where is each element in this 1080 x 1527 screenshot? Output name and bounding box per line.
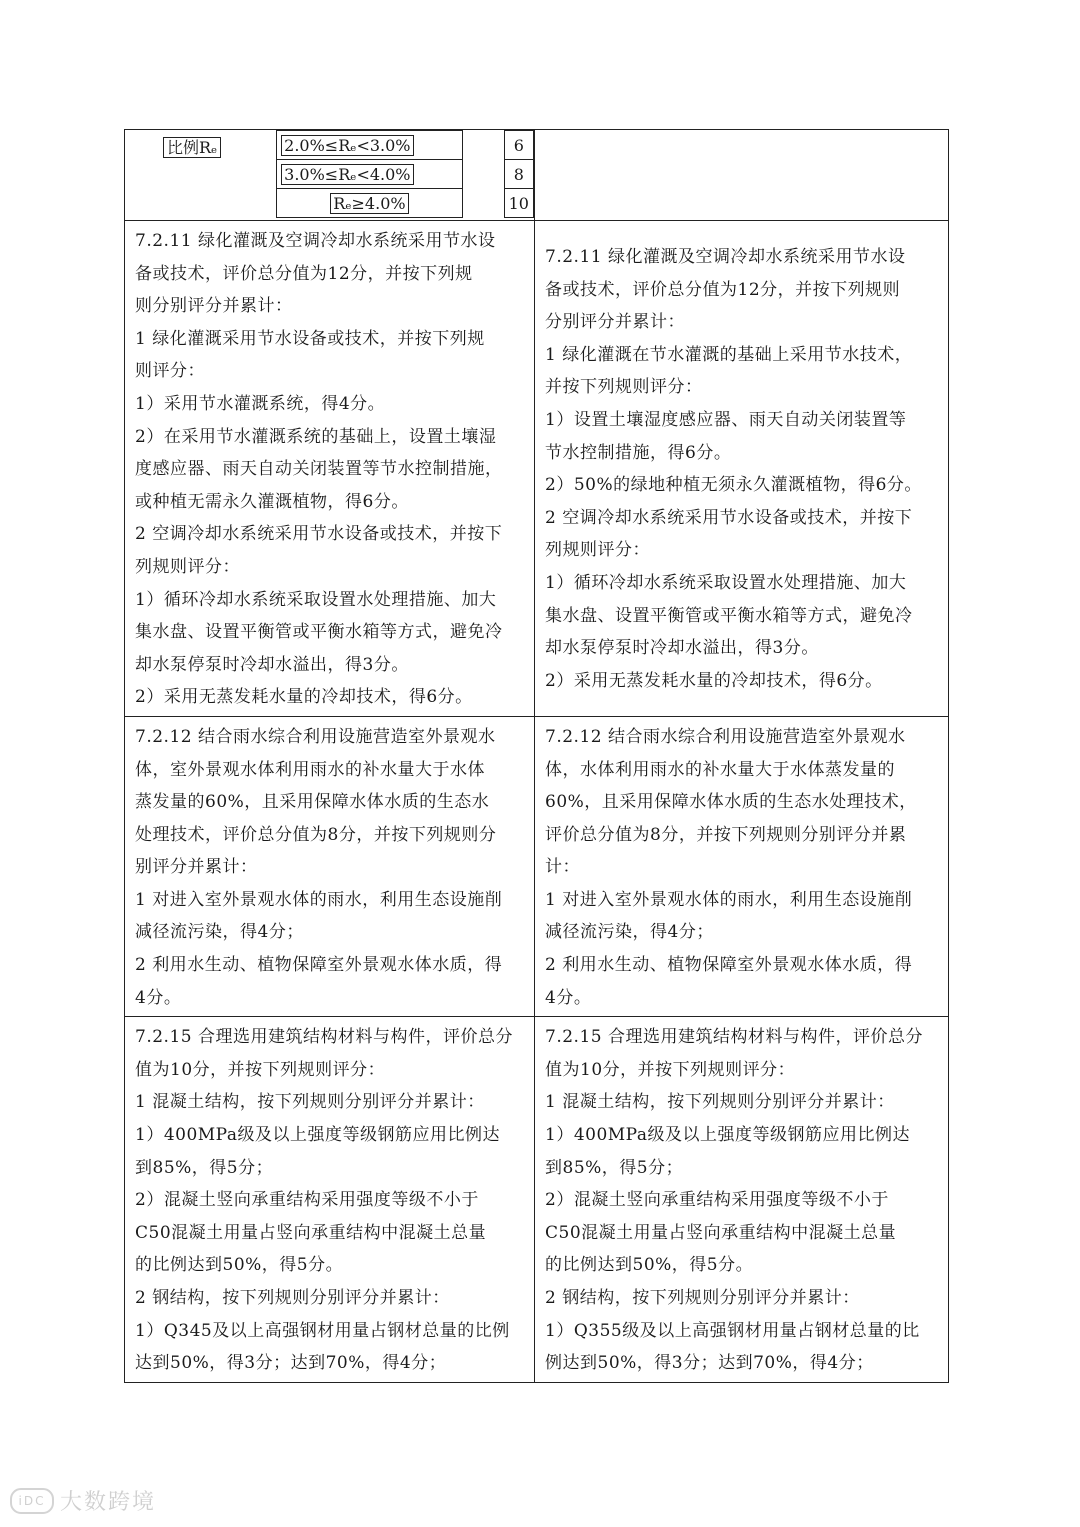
text-line: 度感应器、雨天自动关闭装置等节水控制措施，	[135, 459, 503, 480]
text-line: 的比例达到50%，得5分。	[545, 1255, 754, 1276]
text-line: 2）采用无蒸发耗水量的冷却技术，得6分。	[545, 670, 883, 691]
text-line: 1 对进入室外景观水体的雨水，利用生态设施削	[135, 889, 503, 910]
ratio-label: 比例Rₑ	[135, 131, 277, 218]
clause-7-2-12-new	[535, 716, 949, 1016]
text-line: 4分。	[135, 987, 182, 1008]
text-line: 7.2.12 结合雨水综合利用设施营造室外景观水	[135, 726, 496, 747]
text-line: 列规则评分：	[545, 540, 650, 561]
text-line: 1 混凝土结构，按下列规则分别评分并累计：	[135, 1092, 485, 1113]
text-line: C50混凝土用量占竖向承重结构中混凝土总量	[135, 1222, 487, 1243]
text-line: 例达到50%，得3分；达到70%，得4分；	[545, 1353, 874, 1374]
text-line: 60%，且采用保障水体水质的生态水处理技术，	[545, 792, 917, 813]
text-line: 1）循环冷却水系统采取设置水处理措施、加大	[135, 589, 497, 610]
text-line: 却水泵停泵时冷却水溢出，得3分。	[135, 654, 409, 675]
ratio-points: 10	[504, 189, 533, 218]
ratio-cell-left	[125, 130, 535, 221]
text-line: 备或技术，评价总分值为12分，并按下列规	[135, 263, 473, 284]
text-line: 到85%，得5分；	[545, 1157, 684, 1178]
text-line: 却水泵停泵时冷却水溢出，得3分。	[545, 638, 819, 659]
text-line: 达到50%，得3分；达到70%，得4分；	[135, 1353, 447, 1374]
text-line: 值为10分，并按下列规则评分：	[545, 1059, 796, 1080]
text-line: 减径流污染，得4分；	[545, 922, 714, 943]
text-line: 评价总分值为8分，并按下列规则分别评分并累	[545, 824, 907, 845]
clause-7-2-15-old	[125, 1017, 535, 1383]
text-line: 1）设置土壤湿度感应器、雨天自动关闭装置等	[545, 409, 907, 430]
clause-7-2-11-old	[125, 221, 535, 717]
text-line: 2）50%的绿地种植无须永久灌溉植物，得6分。	[545, 475, 922, 496]
watermark-text: 大数跨境	[60, 1490, 157, 1515]
comparison-table	[124, 129, 949, 1383]
clause-7-2-15-new	[535, 1017, 949, 1383]
text-line: C50混凝土用量占竖向承重结构中混凝土总量	[545, 1222, 897, 1243]
clause-row-7-2-12	[125, 716, 949, 1016]
text-line: 列规则评分：	[135, 556, 240, 577]
text-line: 7.2.12 结合雨水综合利用设施营造室外景观水	[545, 726, 906, 747]
text-line: 1）采用节水灌溉系统，得4分。	[135, 393, 386, 414]
watermark-logo: iDC	[10, 1488, 54, 1514]
text-line: 2 钢结构，按下列规则分别评分并累计：	[135, 1288, 450, 1308]
ratio-row	[125, 130, 949, 221]
ratio-points: 8	[504, 160, 533, 189]
text-line: 1 绿化灌溉在节水灌溉的基础上采用节水技术，	[545, 344, 913, 365]
text-line: 1）400MPa级及以上强度等级钢筋应用比例达	[545, 1125, 910, 1146]
text-line: 7.2.15 合理选用建筑结构材料与构件，评价总分	[545, 1027, 923, 1048]
text-line: 备或技术，评价总分值为12分，并按下列规则	[545, 279, 901, 300]
text-line: 2）混凝土竖向承重结构采用强度等级不小于	[135, 1190, 479, 1211]
text-line: 2 空调冷却水系统采用节水设备或技术，并按下	[135, 524, 503, 545]
text-line: 1 混凝土结构，按下列规则分别评分并累计：	[545, 1092, 895, 1113]
ratio-range: 2.0%≤Rₑ<3.0%	[277, 131, 463, 160]
text-line: 的比例达到50%，得5分。	[135, 1255, 344, 1276]
text-line: 1）400MPa级及以上强度等级钢筋应用比例达	[135, 1125, 500, 1146]
ratio-table	[135, 130, 534, 218]
clause-row-7-2-11	[125, 221, 949, 717]
text-line: 2）混凝土竖向承重结构采用强度等级不小于	[545, 1190, 889, 1211]
ratio-range: 3.0%≤Rₑ<4.0%	[277, 160, 463, 189]
text-line: 7.2.11 绿化灌溉及空调冷却水系统采用节水设	[135, 231, 496, 251]
text-line: 减径流污染，得4分；	[135, 922, 304, 943]
text-line: 2）在采用节水灌溉系统的基础上，设置土壤湿	[135, 426, 497, 447]
clause-row-7-2-15	[125, 1017, 949, 1383]
text-line: 并按下列规则评分：	[545, 377, 703, 398]
text-line: 1 绿化灌溉采用节水设备或技术，并按下列规	[135, 328, 485, 349]
text-line: 1）Q355级及以上高强钢材用量占钢材总量的比	[545, 1320, 920, 1341]
clause-7-2-11-new	[535, 221, 949, 717]
ratio-cell-right	[535, 130, 949, 221]
text-line: 4分。	[545, 987, 592, 1008]
text-line: 2 钢结构，按下列规则分别评分并累计：	[545, 1288, 860, 1308]
text-line: 集水盘、设置平衡管或平衡水箱等方式，避免冷	[545, 605, 913, 626]
text-line: 或种植无需永久灌溉植物，得6分。	[135, 491, 409, 512]
text-line: 集水盘、设置平衡管或平衡水箱等方式，避免冷	[135, 622, 503, 643]
text-line: 节水控制措施，得6分。	[545, 442, 732, 463]
text-line: 则分别评分并累计：	[135, 296, 293, 317]
text-line: 体，室外景观水体利用雨水的补水量大于水体	[135, 759, 485, 780]
text-line: 别评分并累计：	[135, 857, 258, 878]
text-line: 7.2.15 合理选用建筑结构材料与构件，评价总分	[135, 1027, 513, 1048]
text-line: 到85%，得5分；	[135, 1157, 274, 1178]
text-line: 处理技术，评价总分值为8分，并按下列规则分	[135, 824, 497, 845]
text-line: 7.2.11 绿化灌溉及空调冷却水系统采用节水设	[545, 247, 906, 267]
watermark	[10, 1485, 156, 1516]
ratio-points: 6	[504, 131, 533, 160]
text-line: 1）循环冷却水系统采取设置水处理措施、加大	[545, 572, 907, 593]
text-line: 则评分：	[135, 361, 205, 382]
text-line: 体，水体利用雨水的补水量大于水体蒸发量的	[545, 759, 895, 780]
text-line: 2）采用无蒸发耗水量的冷却技术，得6分。	[135, 687, 473, 708]
text-line: 蒸发量的60%，且采用保障水体水质的生态水	[135, 792, 490, 813]
text-line: 2 空调冷却水系统采用节水设备或技术，并按下	[545, 507, 913, 528]
text-line: 1）Q345及以上高强钢材用量占钢材总量的比例	[135, 1320, 510, 1341]
text-line: 2 利用水生动、植物保障室外景观水体水质，得	[545, 955, 913, 976]
text-line: 2 利用水生动、植物保障室外景观水体水质，得	[135, 955, 503, 976]
text-line: 1 对进入室外景观水体的雨水，利用生态设施削	[545, 889, 913, 910]
clause-7-2-12-old	[125, 716, 535, 1016]
text-line: 计：	[545, 857, 580, 878]
text-line: 分别评分并累计：	[545, 312, 685, 333]
ratio-range: Rₑ≥4.0%	[277, 189, 463, 218]
text-line: 值为10分，并按下列规则评分：	[135, 1059, 386, 1080]
